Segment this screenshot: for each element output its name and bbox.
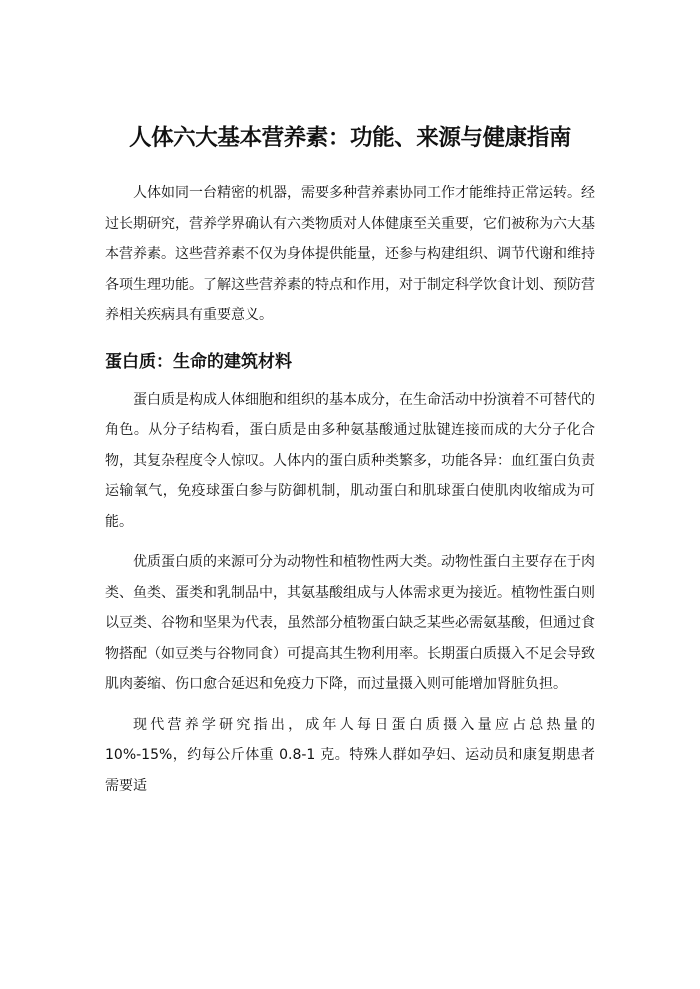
body-paragraph: 蛋白质是构成人体细胞和组织的基本成分，在生命活动中扮演着不可替代的角色。从分子结构看，蛋白质是由多种氨基酸通过肽键连接而成的大分子化合物，其复杂程度令人惊叹。人体内的蛋白质种类繁多，功能各异：血红蛋白负责运输氧气，免疫球蛋白参与防御机制，肌动蛋白和肌球蛋白使肌肉收缩成为可能。 xyxy=(105,391,595,530)
body-paragraph: 现代营养学研究指出，成年人每日蛋白质摄入量应占总热量的 10%-15%，约每公斤体重 0.8-1 克。特殊人群如孕妇、运动员和康复期患者需要适 xyxy=(105,716,595,794)
intro-paragraph: 人体如同一台精密的机器，需要多种营养素协同工作才能维持正常运转。经过长期研究，营养学界确认有六类物质对人体健康至关重要，它们被称为六大基本营养素。这些营养素不仅为身体提供能量，还参与构建组织、调节代谢和维持各项生理功能。了解这些营养素的特点和作用，对于制定科学饮食计划、预防营养相关疾病具有重要意义。 xyxy=(105,185,595,323)
section-heading: 蛋白质：生命的建筑材料 xyxy=(105,351,292,372)
document-title: 人体六大基本营养素：功能、来源与健康指南 xyxy=(128,125,571,151)
section-protein xyxy=(105,347,595,802)
body-paragraph: 优质蛋白质的来源可分为动物性和植物性两大类。动物性蛋白主要存在于肉类、鱼类、蛋类和乳制品中，其氨基酸组成与人体需求更为接近。植物性蛋白则以豆类、谷物和坚果为代表，虽然部分植物蛋白缺乏某些必需氨基酸，但通过食物搭配（如豆类与谷物同食）可提高其生物利用率。长期蛋白质摄入不足会导致肌肉萎缩、伤口愈合延迟和免疫力下降，而过量摄入则可能增加肾脏负担。 xyxy=(105,554,595,692)
